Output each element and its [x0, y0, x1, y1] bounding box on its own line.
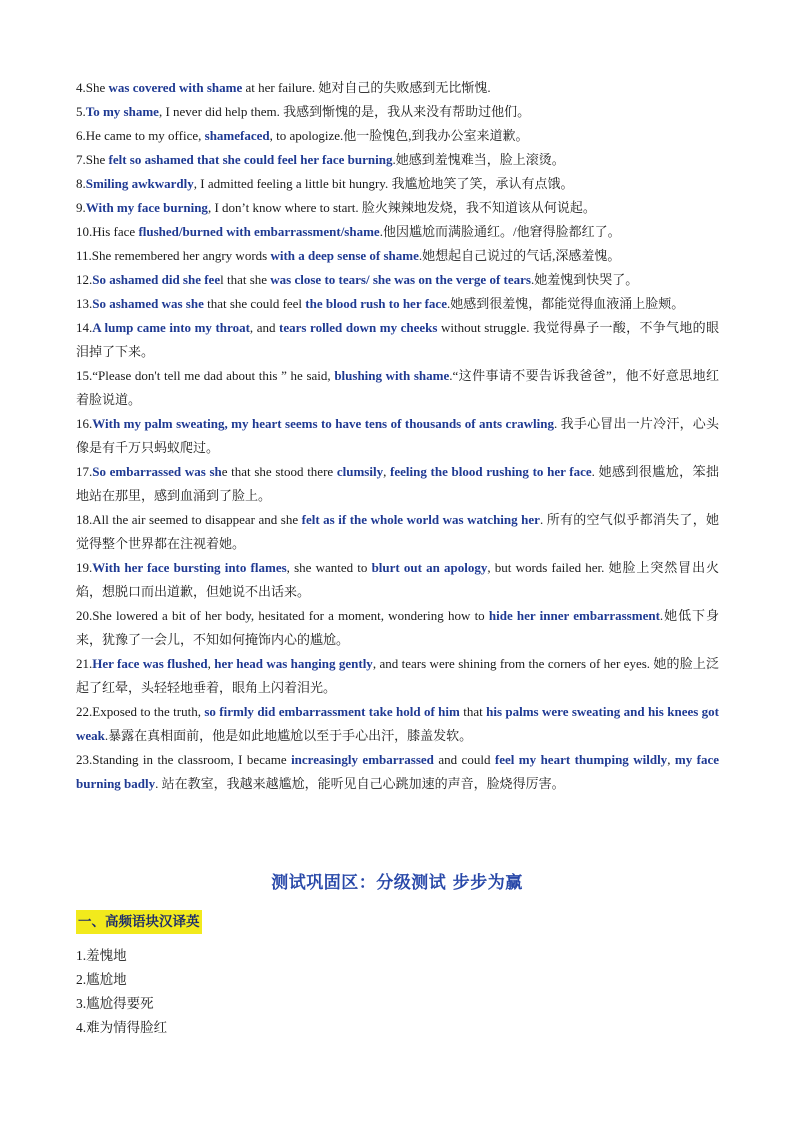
sentence-text: .她感到羞愧难当，脸上滚烫。 — [392, 152, 565, 167]
sentence-text: , she wanted to — [286, 560, 372, 575]
sentence-text: .“这件事请不要告诉我爸爸”，他不好意思地红着脸说道。 — [76, 368, 719, 407]
sentence-text: , and tears were shining from the corners of her eyes. 她的脸上泛起了红晕，头轻轻地垂着，眼角上闪着泪光。 — [76, 656, 719, 695]
sentence-text: 8. — [76, 176, 86, 191]
key-phrase: the blood rush to her face — [305, 296, 447, 311]
sentence-text: 19. — [76, 560, 93, 575]
example-sentence — [76, 76, 719, 100]
example-sentence — [76, 316, 719, 364]
example-sentence — [76, 748, 719, 796]
sentence-text: and could — [433, 752, 495, 767]
key-phrase: increasingly embarrassed — [291, 752, 434, 767]
key-phrase: With my palm sweating, my heart seems to have tens of thousands of ants crawling — [92, 416, 554, 431]
sentence-text: , and — [249, 320, 280, 335]
key-phrase: blurt out an apology — [371, 560, 488, 575]
example-sentence — [76, 196, 719, 220]
sentence-text: 13. — [76, 296, 93, 311]
key-phrase: my face burning badly — [76, 752, 720, 791]
exercise-item: 3.尴尬得要死 — [76, 996, 154, 1011]
sentence-text: .她低下身来，犹豫了一会儿，不知如何掩饰内心的尴尬。 — [76, 608, 719, 647]
sentence-text: that she could feel — [203, 296, 306, 311]
exercise-item: 2.尴尬地 — [76, 972, 127, 987]
section-title: 测试巩固区：分级测试 步步为赢 — [271, 873, 523, 893]
sentence-text: 6.He came to my office, — [76, 128, 205, 143]
sentence-text: 5. — [76, 104, 86, 119]
key-phrase: So embarrassed was sh — [92, 464, 222, 479]
sentence-text: 23.Standing in the classroom, I became — [76, 752, 292, 767]
key-phrase: felt as if the whole world was watching her — [301, 512, 540, 527]
key-phrase: With my face burning — [85, 200, 208, 215]
example-sentence — [76, 364, 719, 412]
sentence-text: 7.She — [76, 152, 109, 167]
key-phrase: feeling the blood rushing to her face — [390, 464, 592, 479]
sentence-text: l that she — [220, 272, 271, 287]
sentence-text: , I don’t know where to start. 脸火辣辣地发烧，我不知道该从何说起。 — [207, 200, 596, 215]
sentence-text: . 所有的空气似乎都消失了，她觉得整个世界都在注视着她。 — [76, 512, 719, 551]
example-sentence — [76, 292, 719, 316]
sentence-text: 10.His face — [76, 224, 139, 239]
key-phrase: his palms were sweating and his knees got weak — [76, 704, 719, 743]
exercise-subheading: 一、高频语块汉译英 — [76, 910, 202, 934]
key-phrase: tears rolled down my cheeks — [279, 320, 438, 335]
sentence-text: that — [459, 704, 487, 719]
example-sentence — [76, 220, 719, 244]
sentence-text: 21. — [76, 656, 93, 671]
example-sentence — [76, 508, 719, 556]
sentence-text: 14. — [76, 320, 93, 335]
sentence-text: at her failure. 她对自己的失败感到无比惭愧. — [242, 80, 491, 95]
sentence-text: 20.She lowered a bit of her body, hesitated for a moment, wondering how to — [76, 608, 489, 623]
example-sentence — [76, 124, 719, 148]
key-phrase: with a deep sense of shame — [270, 248, 419, 263]
key-phrase: A lump came into my throat — [92, 320, 250, 335]
example-sentence — [76, 244, 719, 268]
key-phrase: flushed/burned with embarrassment/shame — [138, 224, 380, 239]
example-sentence — [76, 652, 719, 700]
sentence-text: , I admitted feeling a little bit hungry. 我尴尬地笑了笑，承认有点饿。 — [193, 176, 574, 191]
sentence-text: 22.Exposed to the truth, — [76, 704, 205, 719]
example-sentence — [76, 268, 719, 292]
sentence-text: e that she stood there — [221, 464, 337, 479]
sentence-text: , I never did help them. 我感到惭愧的是，我从来没有帮助过他们。 — [158, 104, 531, 119]
key-phrase: hide her inner embarrassment — [488, 608, 660, 623]
sentence-text: , but words failed her. 她脸上突然冒出火焰，想脱口而出道歉，但她说不出话来。 — [76, 560, 719, 599]
sentence-text: 4.She — [76, 80, 109, 95]
key-phrase: blushing with shame — [334, 368, 450, 383]
key-phrase: was close to tears/ she was on the verge of tears — [270, 272, 531, 287]
sentence-text: 17. — [76, 464, 93, 479]
example-sentence — [76, 148, 719, 172]
sentence-text: , — [383, 464, 391, 479]
exercise-item: 1.羞愧地 — [76, 948, 127, 963]
sentence-text: 11.She remembered her angry words — [76, 248, 271, 263]
sentence-text: .他因尴尬而满脸通红。/他窘得脸都红了。 — [379, 224, 621, 239]
example-sentence — [76, 700, 719, 748]
sentence-text: 9. — [76, 200, 86, 215]
sentence-text: .暴露在真相面前，他是如此地尴尬以至于手心出汗，膝盖发软。 — [104, 728, 473, 743]
key-phrase: was covered with shame — [108, 80, 243, 95]
example-sentence — [76, 556, 719, 604]
sentence-text: . 站在教室，我越来越尴尬，能听见自己心跳加速的声音，脸烧得厉害。 — [155, 776, 565, 791]
sentence-text: 15.“Please don't tell me dad about this ” he said, — [76, 368, 335, 383]
phrase-example-list — [76, 76, 719, 796]
key-phrase: her head was hanging gently — [214, 656, 373, 671]
sentence-text: 16. — [76, 416, 93, 431]
key-phrase: feel my heart thumping wildly — [494, 752, 668, 767]
key-phrase: Smiling awkwardly — [85, 176, 194, 191]
sentence-text: , — [667, 752, 675, 767]
key-phrase: clumsily — [336, 464, 384, 479]
exercise-list — [76, 944, 167, 1040]
key-phrase: Her face was flushed — [92, 656, 208, 671]
sentence-text: . 她感到很尴尬，笨拙地站在那里，感到血涌到了脸上。 — [76, 464, 719, 503]
key-phrase: so firmly did embarrassment take hold of him — [204, 704, 460, 719]
key-phrase: So ashamed was she — [92, 296, 204, 311]
example-sentence — [76, 460, 719, 508]
sentence-text: .她感到很羞愧，都能觉得血液涌上脸颊。 — [446, 296, 685, 311]
key-phrase: felt so ashamed that she could feel her face burning — [108, 152, 393, 167]
sentence-text: .她想起自己说过的气话,深感羞愧。 — [418, 248, 621, 263]
example-sentence — [76, 604, 719, 652]
sentence-text: 18.All the air seemed to disappear and she — [76, 512, 302, 527]
sentence-text: .她羞愧到快哭了。 — [530, 272, 639, 287]
key-phrase: To my shame — [85, 104, 159, 119]
key-phrase: With her face bursting into flames — [92, 560, 287, 575]
sentence-text: , to apologize.他一脸愧色,到我办公室来道歉。 — [269, 128, 529, 143]
example-sentence — [76, 412, 719, 460]
sentence-text: , — [207, 656, 215, 671]
key-phrase: shamefaced — [204, 128, 270, 143]
sentence-text: . 我手心冒出一片冷汗，心头像是有千万只蚂蚁爬过。 — [76, 416, 719, 455]
example-sentence — [76, 100, 719, 124]
key-phrase: So ashamed did she fee — [92, 272, 221, 287]
example-sentence — [76, 172, 719, 196]
sentence-text: 12. — [76, 272, 93, 287]
sentence-text: without struggle. 我觉得鼻子一酸，不争气地的眼泪掉了下来。 — [76, 320, 719, 359]
exercise-item: 4.难为情得脸红 — [76, 1020, 168, 1035]
